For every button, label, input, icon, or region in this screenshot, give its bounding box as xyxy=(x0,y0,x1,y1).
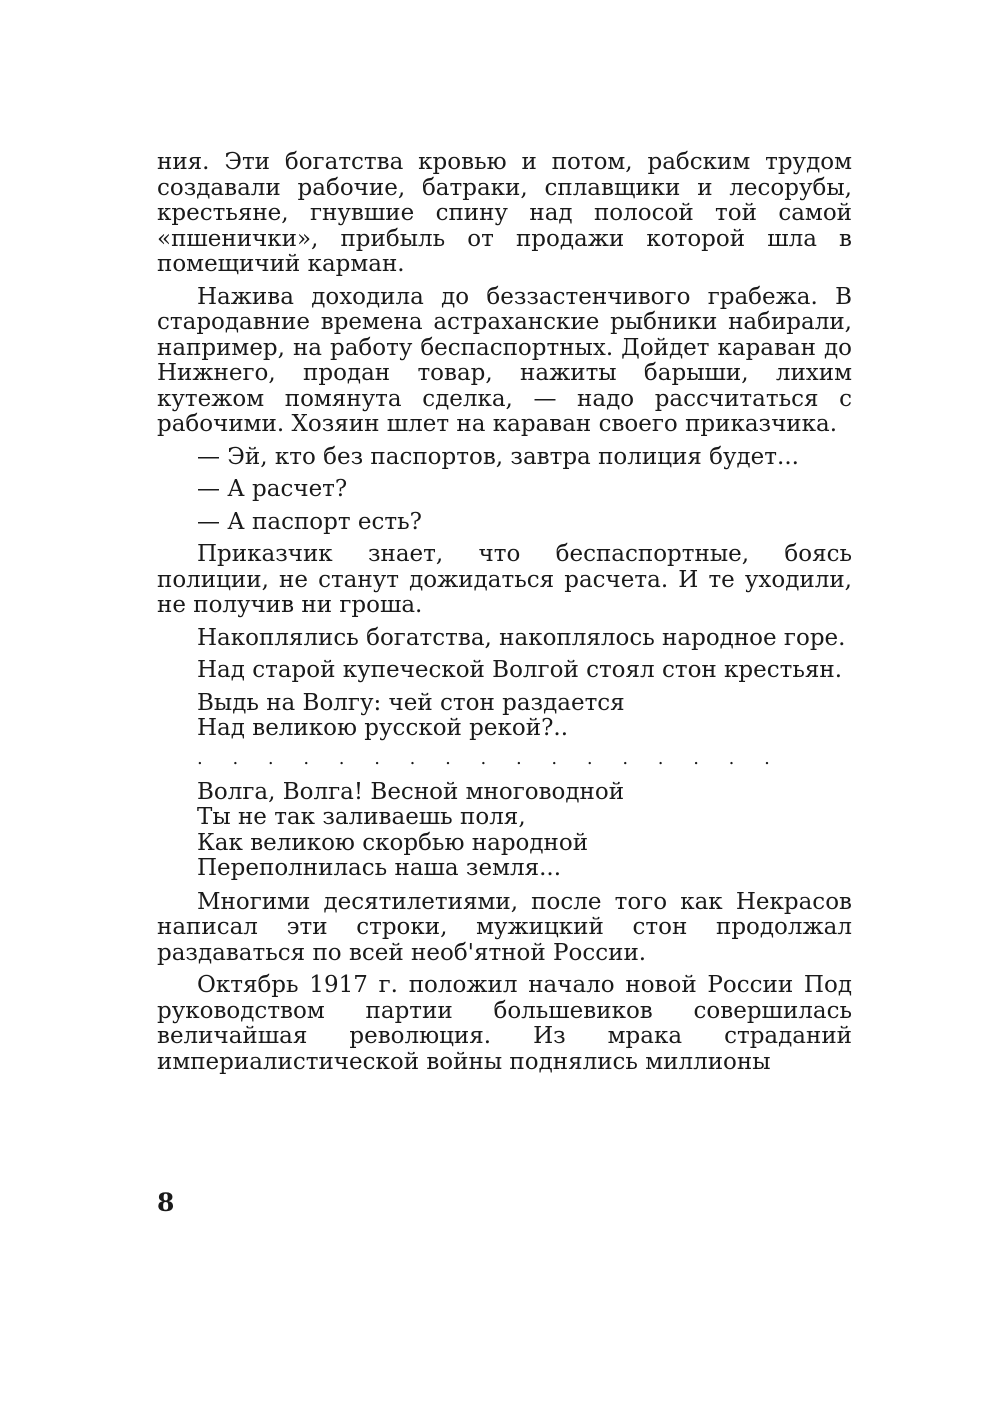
dialogue-line: — А расчет? xyxy=(197,476,348,502)
paragraph: ния. Эти богатства кровью и потом, рабским трудом создавали рабочие, батраки, сплавщики и лесорубы, крестьяне, гнувшие спину над полосой той самой «пшенички», прибыль от продажи которой шла в помещичий карман. xyxy=(157,149,852,277)
paragraph: Октябрь 1917 г. положил начало новой России Под руководством партии большевиков совершилась величайшая революция. Из мрака страданий империалистической войны поднялись миллионы xyxy=(157,972,852,1075)
poem-line: Ты не так заливаешь поля, xyxy=(197,804,526,830)
paragraph: Многими десятилетиями, после того как Некрасов написал эти строки, мужицкий стон продолжал раздаваться по всей необ'ятной России. xyxy=(157,888,852,966)
paragraph: Приказчик знает, что беспаспортные, боясь полиции, не станут дожидаться расчета. И те уходили, не получив ни гроша. xyxy=(157,541,852,618)
ellipsis-row: . . . . . . . . . . . . . . . . . xyxy=(197,747,782,769)
dialogue-line: — Эй, кто без паспортов, завтра полиция будет... xyxy=(197,443,799,470)
poem-line: Волга, Волга! Весной многоводной xyxy=(197,778,625,805)
poem-stanza xyxy=(197,691,852,742)
dialogue-line: — А паспорт есть? xyxy=(197,508,422,535)
poem-line: Над великою русской рекой?.. xyxy=(197,715,569,741)
poem-line: Выдь на Волгу: чей стон раздается xyxy=(197,689,625,716)
paragraph: Нажива доходила до беззастенчивого грабежа. В стародавние времена астраханские рыбники набирали, например, на работу беспаспортных. Дойдет караван до Нижнего, продан товар, нажиты барыши, лихим кутежом помянута сделка, — надо рассчитаться с рабочими. Хозяин шлет на караван своего приказчика. xyxy=(157,283,852,437)
poem-line: Переполнилась наша земля... xyxy=(197,855,562,881)
paragraph: Над старой купеческой Волгой стоял стон крестьян. xyxy=(197,657,843,683)
body-text xyxy=(157,150,852,1082)
page-number: 8 xyxy=(157,1188,175,1217)
poem-stanza xyxy=(197,780,852,882)
poem-line: Как великою скорбью народной xyxy=(197,829,589,856)
paragraph: Накоплялись богатства, накоплялось народное горе. xyxy=(197,624,846,651)
